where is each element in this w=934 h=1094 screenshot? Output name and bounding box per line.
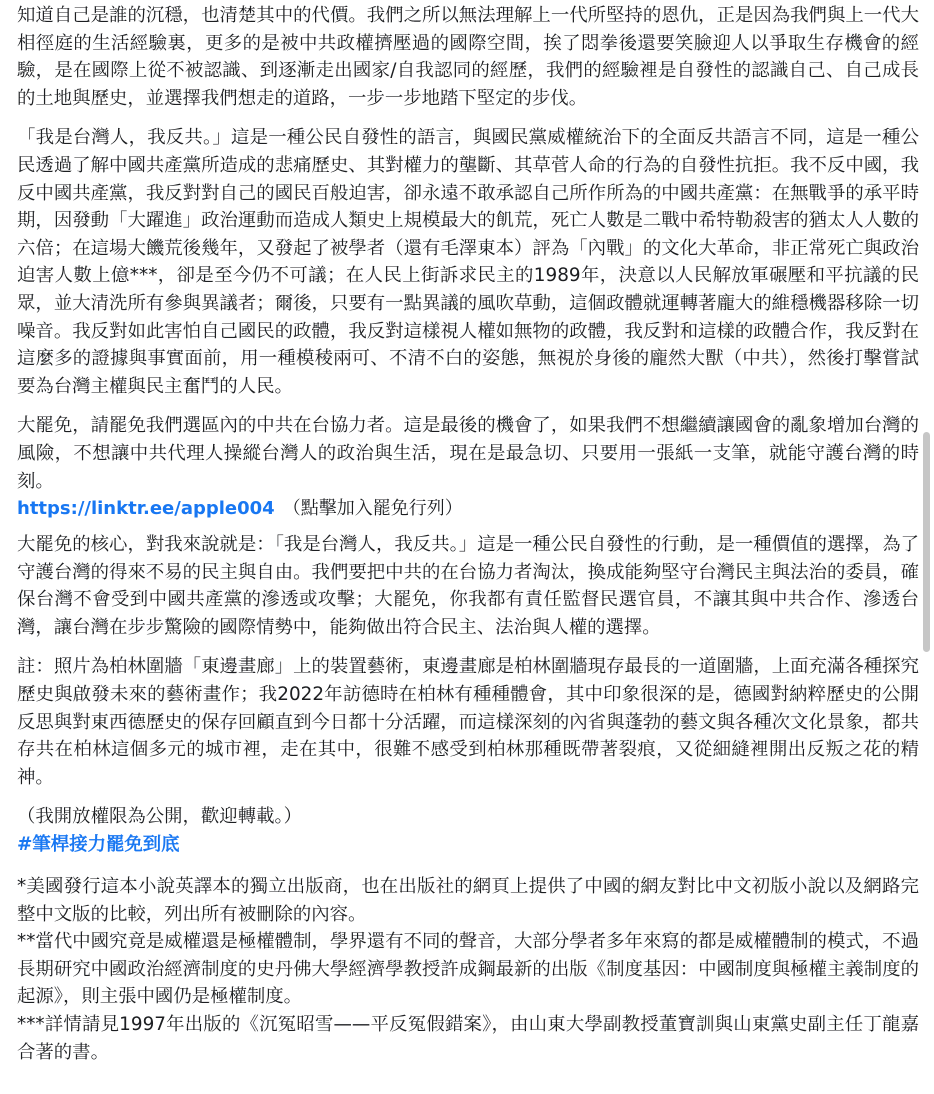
- recall-link-suffix: （點擊加入罷免行列）: [282, 498, 463, 520]
- post-paragraph-3: 大罷免，請罷免我們選區內的中共在台協力者。這是最後的機會了，如果我們不想繼續讓國會的亂象增加台灣的風險，不想讓中共代理人操縱台灣人的政治與生活，現在是最急切、只要用一張紙一支筆，就能守護台灣的時刻。: [17, 415, 919, 492]
- post-paragraph-2: 「我是台灣人，我反共。」這是一種公民自發性的語言，與國民黨威權統治下的全面反共語言不同，這是一種公民透過了解中國共產黨所造成的悲痛歷史、其對權力的壟斷、其草菅人命的行為的自發性抗拒。我不反中國，我反中國共產黨，我反對對自己的國民百般迫害，卻永遠不敢承認自己所作所為的中國共產黨：在無戰爭的承平時期，因發動「大躍進」政治運動而造成人類史上規模最大的飢荒，死亡人數是二戰中希特勒殺害的猶太人人數的六倍；在這場大饑荒後幾年，又發起了被學者（還有毛澤東本）評為「內戰」的文化大革命，非正常死亡與政治迫害人數上億***，卻是至今仍不可議；在人民上街訴求民主的1989年，決意以人民解放軍碾壓和平抗議的民眾，並大清洗所有參與異議者；爾後，只要有一點異議的風吹草動，這個政體就運轉著龐大的維穩機器移除一切噪音。我反對如此害怕自己國民的政體，我反對這樣視人權如無物的政體，我反對和這樣的政體合作，我反對在這麼多的證據與事實面前，用一種模稜兩可、不清不白的姿態，無視於身後的龐然大獸（中共），然後打擊嘗試要為台灣主權與民主奮鬥的人民。: [17, 127, 919, 397]
- post-paragraph-4: 大罷免的核心，對我來說就是：「我是台灣人，我反共。」這是一種公民自發性的行動，是一種價值的選擇，為了守護台灣的得來不易的民主與自由。我們要把中共的在台協力者淘汰，換成能夠堅守台灣民主與法治的委員，確保台灣不會受到中國共產黨的滲透或攻擊；大罷免，你我都有責任監督民選官員，不讓其與中共合作、滲透台灣，讓台灣在步步驚險的國際情勢中，能夠做出符合民主、法治與人權的選擇。: [17, 534, 919, 638]
- scrollbar-thumb[interactable]: [923, 432, 930, 652]
- post-paragraph-6: （我開放權限為公開，歡迎轉載。）: [17, 806, 303, 828]
- post-paragraph-1: 知道自己是誰的沉穩，也清楚其中的代價。我們之所以無法理解上一代所堅持的恩仇，正是因為我們與上一代大相徑庭的生活經驗裏，更多的是被中共政權擠壓過的國際空間，挨了悶拳後還要笑臉迎人以爭取生存機會的經驗，是在國際上從不被認識、到逐漸走出國家/自我認同的經歷，我們的經驗裡是自發性的認識自己、自己成長的土地與歷史，並選擇我們想走的道路，一步一步地踏下堅定的步伐。: [17, 5, 919, 109]
- footnotes: [17, 873, 919, 1066]
- hashtag-link[interactable]: #筆桿接力罷免到底: [17, 834, 180, 856]
- post-body: [17, 2, 919, 1066]
- post-paragraph-5: 註：照片為柏林圍牆「東邊畫廊」上的裝置藝術，東邊畫廊是柏林圍牆現存最長的一道圍牆，上面充滿各種探究歷史與啟發未來的藝術畫作；我2022年訪德時在柏林有種種體會，其中印象很深的是，德國對納粹歷史的公開反思與對東西德歷史的保存回顧直到今日都十分活躍，而這樣深刻的內省與蓬勃的藝文與各種次文化景象，都共存共在柏林這個多元的城市裡，走在其中，很難不感受到柏林那種既帶著裂痕，又從細縫裡開出反叛之花的精神。: [17, 656, 919, 788]
- recall-link[interactable]: https://linktr.ee/apple004: [17, 498, 275, 520]
- footnote-2: **當代中國究竟是威權還是極權體制，學界還有不同的聲音，大部分學者多年來寫的都是威權體制的模式，不過長期研究中國政治經濟制度的史丹佛大學經濟學教授許成鋼最新的出版《制度基因：中國制度與極權主義制度的起源》，則主張中國仍是極權制度。: [17, 931, 919, 1008]
- recall-link-row: [17, 495, 919, 523]
- footnote-3: ***詳情請見1997年出版的《沉冤昭雪——平反冤假錯案》，由山東大學副教授董寶訓與山東黨史副主任丁龍嘉合著的書。: [17, 1014, 919, 1063]
- footnote-1: *美國發行這本小說英譯本的獨立出版商，也在出版社的網頁上提供了中國的網友對比中文初版小說以及網路完整中文版的比較，列出所有被刪除的內容。: [17, 876, 919, 925]
